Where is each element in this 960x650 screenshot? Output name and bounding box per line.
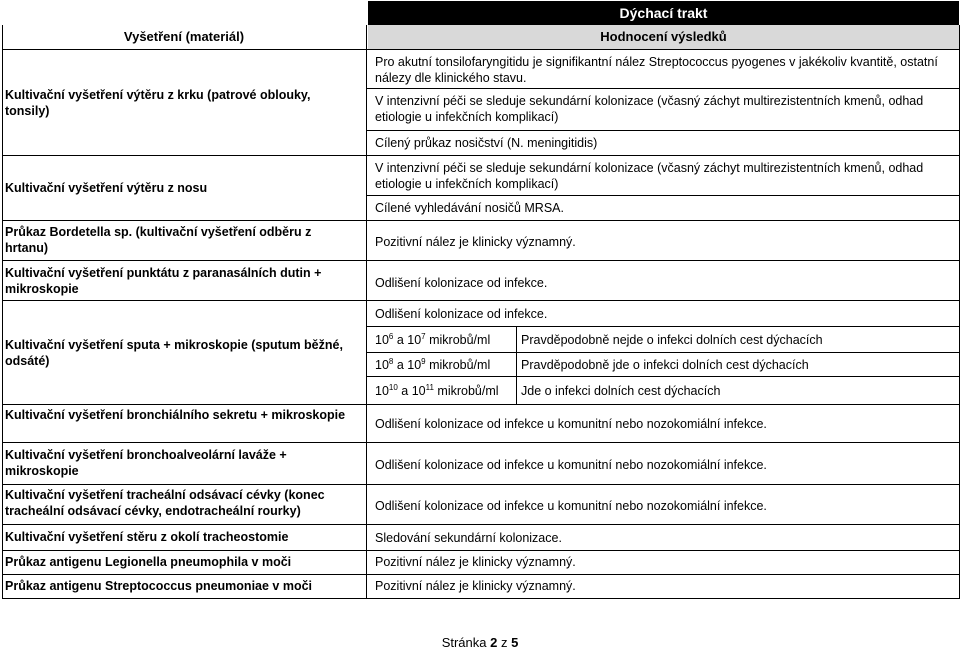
threshold-unit: mikrobů/ml: [425, 333, 491, 347]
result-text: Pozitivní nález je klinicky významný.: [375, 555, 576, 569]
result-text: Sledování sekundární kolonizace.: [375, 531, 562, 545]
threshold-base: 10: [375, 333, 389, 347]
result-text: Cílený průkaz nosičství (N. meningitidis): [375, 136, 598, 150]
result-text: Pozitivní nález je klinicky významný.: [375, 579, 576, 593]
current-page: 2: [490, 635, 498, 650]
result-text: Cílené vyhledávání nosičů MRSA.: [375, 201, 564, 215]
threshold-unit: mikrobů/ml: [425, 358, 491, 372]
table-top-border: [2, 49, 959, 50]
total-pages: 5: [511, 635, 519, 650]
result-text: Odlišení kolonizace od infekce u komunitní nebo nozokomiální infekce.: [375, 417, 767, 431]
row-line: [367, 352, 959, 353]
row-line: [2, 484, 959, 485]
threshold-mid: a 10: [393, 358, 422, 372]
col-header-material-label: Vyšetření (materiál): [123, 29, 245, 44]
material-bronchial-secretion: Kultivační vyšetření bronchiálního sekretu + mikroskopie: [5, 408, 346, 422]
result-text: Pozitivní nález je klinicky významný.: [375, 235, 576, 249]
threshold-range: [375, 357, 515, 373]
row-line: [367, 88, 959, 89]
row-line: [2, 524, 959, 525]
threshold-interpretation: Pravděpodobně nejde o infekci dolních cest dýchacích: [521, 333, 823, 347]
threshold-range: [375, 383, 520, 399]
result-text: Odlišení kolonizace od infekce u komunitní nebo nozokomiální infekce.: [375, 499, 767, 513]
material-throat-swab: Kultivační vyšetření výtěru z krku (patrové oblouky, tonsily): [5, 88, 311, 118]
footer-mid: z: [497, 635, 512, 650]
material-sputum: Kultivační vyšetření sputa + mikroskopie (sputum běžné, odsáté): [5, 338, 343, 368]
threshold-base: 10: [375, 384, 389, 398]
result-text: Odlišení kolonizace od infekce u komunitní nebo nozokomiální infekce.: [375, 458, 767, 472]
threshold-exp: 10: [388, 383, 398, 392]
threshold-interpretation: Pravděpodobně jde o infekci dolních cest dýchacích: [521, 358, 809, 372]
row-line: [2, 550, 959, 551]
threshold-exp: 7: [421, 332, 426, 341]
row-line: [2, 155, 959, 156]
threshold-exp: 9: [421, 357, 426, 366]
result-text: V intenzivní péči se sleduje sekundární kolonizace (včasný záchyt multirezistentních kmenů, odhad etiologie u infekčních komplikací): [375, 161, 924, 191]
result-text: V intenzivní péči se sleduje sekundární kolonizace (včasný záchyt multirezistentních kmenů, odhad etiologie u infekčních komplikací): [375, 94, 924, 124]
page-footer: [0, 635, 960, 650]
row-line: [367, 376, 959, 377]
col-divider: [366, 25, 367, 598]
material-tracheal-catheter: Kultivační vyšetření tracheální odsávací cévky (konec tracheální odsávací cévky, endotracheální rourky): [5, 488, 325, 518]
row-line: [367, 130, 959, 131]
col-header-material: [2, 25, 366, 49]
row-line: [2, 404, 959, 405]
row-line: [2, 574, 959, 575]
material-sinus-punctate: Kultivační vyšetření punktátu z paranasálních dutin + mikroskopie: [5, 266, 322, 296]
col-header-result: Hodnocení výsledků: [368, 25, 959, 49]
threshold-mid: a 10: [397, 384, 426, 398]
threshold-exp: 8: [388, 357, 394, 366]
result-text: Pro akutní tonsilofaryngitidu je signifikantní nález Streptococcus pyogenes v jakékoliv kvantitě, ostatní nálezy dle klinického stavu.: [375, 55, 938, 85]
section-title: Dýchací trakt: [368, 1, 959, 25]
material-bal: Kultivační vyšetření bronchoalveolární laváže + mikroskopie: [5, 448, 287, 478]
left-border: [2, 25, 3, 598]
material-tracheostomy-swab: Kultivační vyšetření stěru z okolí tracheostomie: [5, 530, 289, 544]
row-line: [2, 220, 959, 221]
table-bottom-border: [2, 598, 960, 599]
material-nose-swab: Kultivační vyšetření výtěru z nosu: [5, 181, 208, 195]
row-line: [367, 195, 959, 196]
result-text: Odlišení kolonizace od infekce.: [375, 307, 548, 321]
threshold-base: 10: [375, 358, 389, 372]
threshold-exp: 11: [425, 383, 434, 392]
threshold-mid: a 10: [393, 333, 422, 347]
threshold-exp: 6: [388, 332, 394, 341]
threshold-interpretation: Jde o infekci dolních cest dýchacích: [521, 384, 721, 398]
threshold-range: [375, 332, 515, 348]
threshold-unit: mikrobů/ml: [433, 384, 499, 398]
row-line: [2, 300, 959, 301]
material-bordetella: Průkaz Bordetella sp. (kultivační vyšetření odběru z hrtanu): [5, 225, 312, 255]
row-line: [367, 326, 959, 327]
result-text: Odlišení kolonizace od infekce.: [375, 276, 548, 290]
material-legionella-antigen: Průkaz antigenu Legionella pneumophila v moči: [5, 555, 292, 569]
row-line: [2, 260, 959, 261]
row-line: [2, 442, 959, 443]
material-pneumococcal-antigen: Průkaz antigenu Streptococcus pneumoniae v moči: [5, 579, 313, 593]
footer-prefix: Stránka: [441, 635, 491, 650]
